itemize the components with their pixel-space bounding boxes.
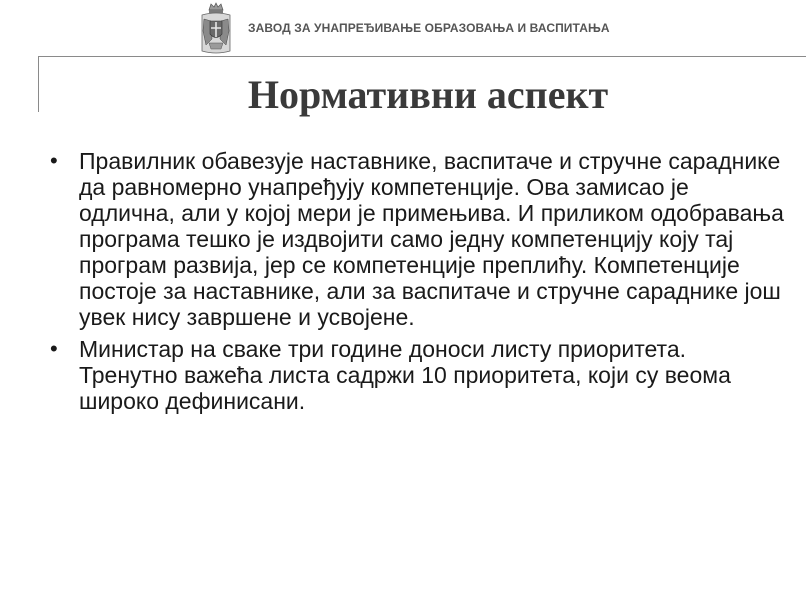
bullet-text: Правилник обавезује наставнике, васпитаче и стручне сараднике да равномерно унапређују компетенције. Ова замисао је одлична, али у којој мери је примењива. И приликом одобравања програма тешко је издвојити само једну компетенцију коју тај програм развија, јер се компетенције преплићу. Компетенције постоје за наставнике, али за васпитаче и стручне сараднике још увек нису завршене и усвојене. [79,148,784,330]
bullet-list [48,148,788,420]
header-divider [38,56,806,57]
bullet-text: Министар на сваке три године доноси листу приоритета. Тренутно важећа листа садржи 10 приоритета, који су веома широко дефинисани. [79,336,731,414]
slide-title: Нормативни аспект [247,72,609,117]
serbian-coat-of-arms-icon [199,1,233,55]
organization-name: ЗАВОД ЗА УНАПРЕЂИВАЊЕ ОБРАЗОВАЊА И ВАСПИТАЊА [248,21,610,35]
bullet-item-priorities [48,336,788,414]
bullet-item-regulation [48,148,788,330]
slide-header [199,0,610,56]
bullet-dot-icon: • [50,336,58,361]
bullet-dot-icon: • [50,148,58,173]
